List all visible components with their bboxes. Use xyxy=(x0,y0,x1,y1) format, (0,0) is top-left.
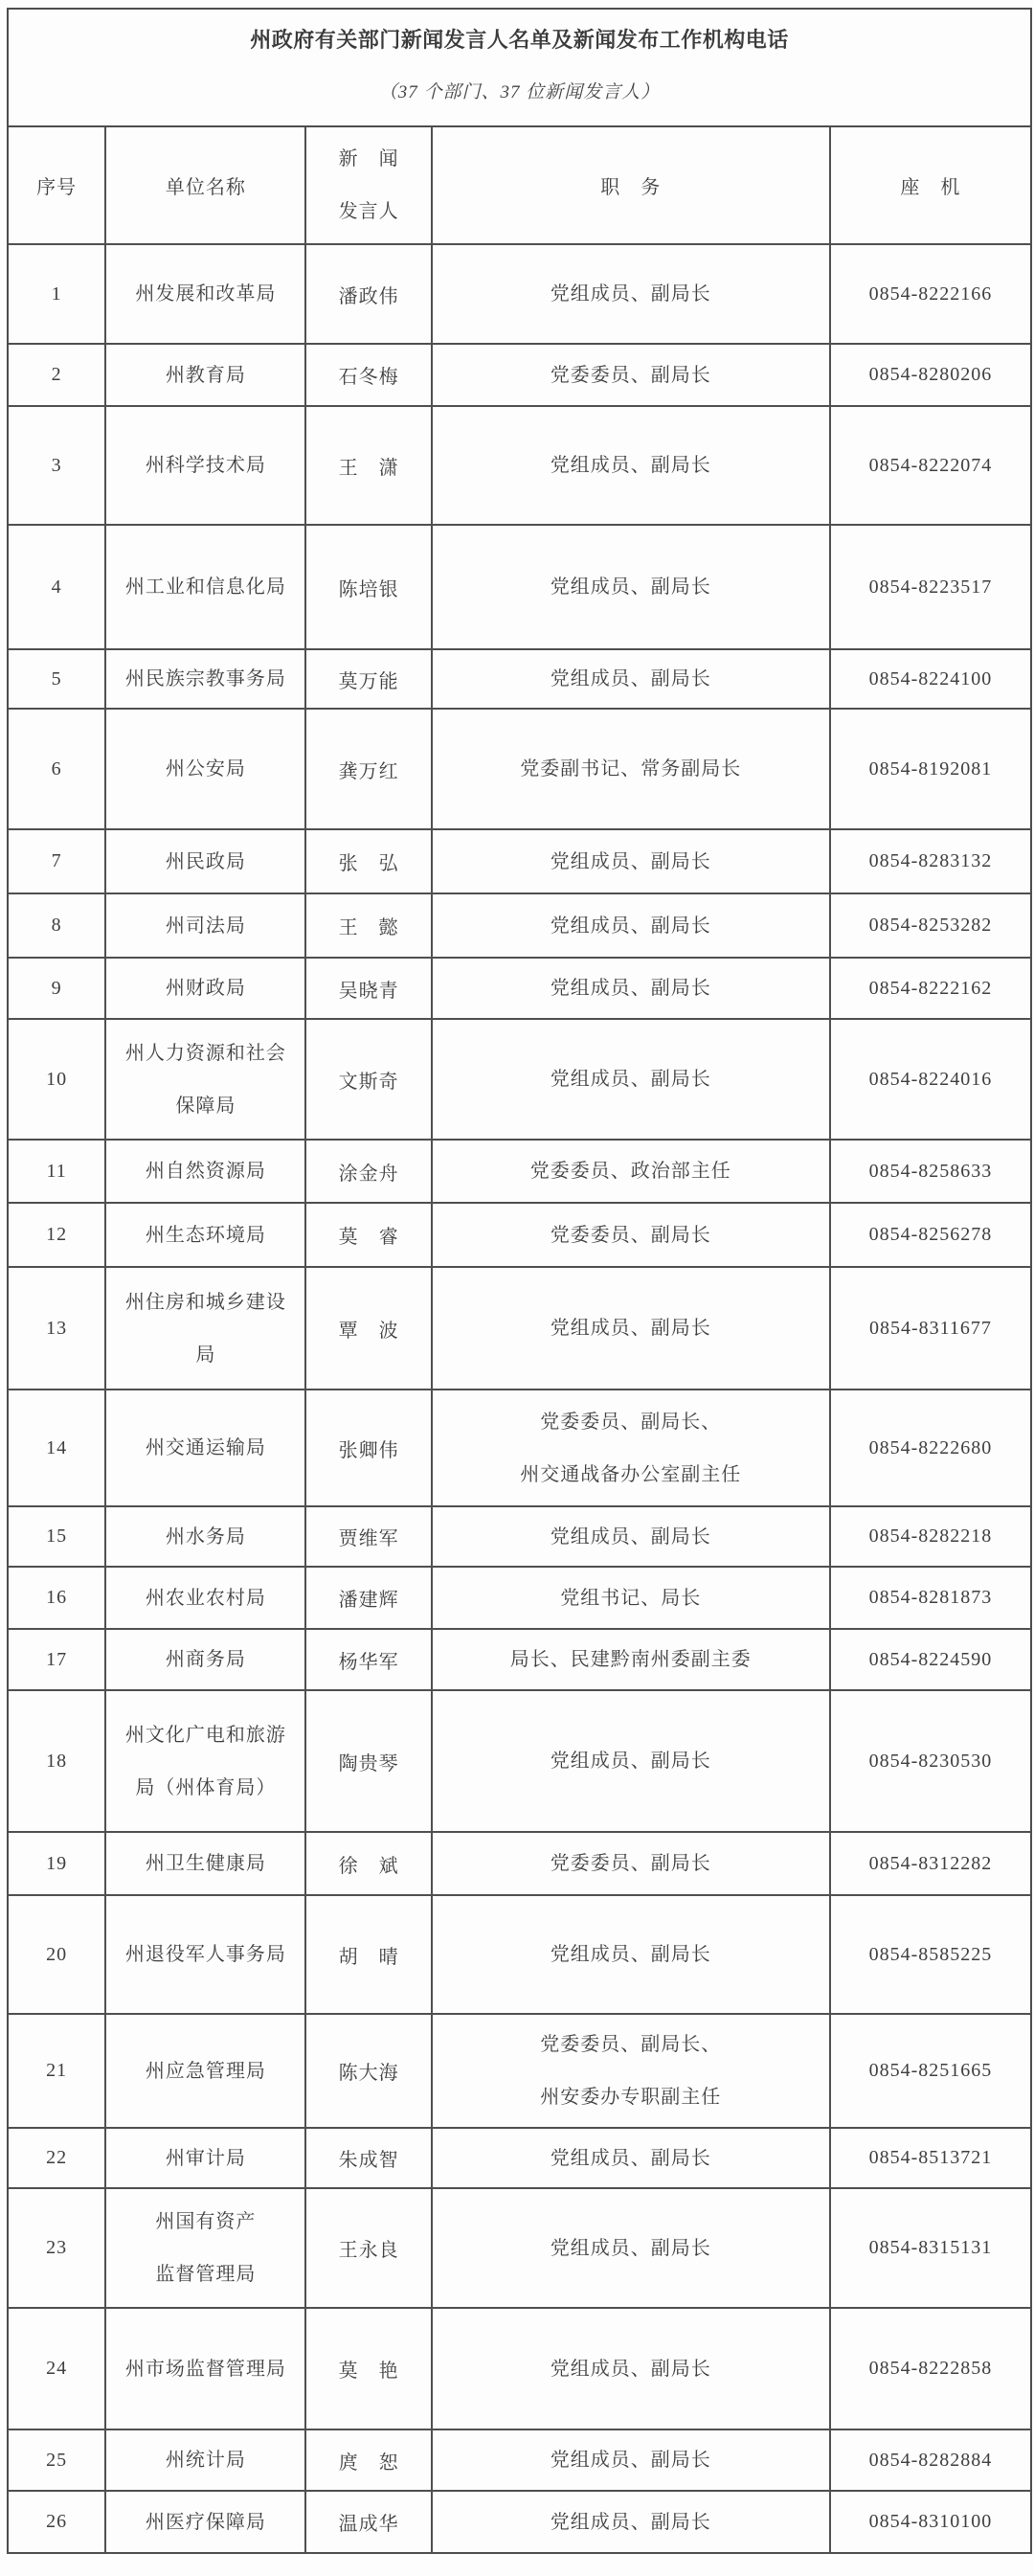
position-line: 党委副书记、常务副局长 xyxy=(520,758,742,780)
cell-unit-name xyxy=(105,2429,305,2491)
cell-position xyxy=(432,1140,830,1203)
cell-index: 21 xyxy=(9,2014,105,2128)
unit-name-line: 州住房和城乡建设 xyxy=(124,1291,286,1313)
cell-unit-name-lines xyxy=(110,849,301,874)
table-body xyxy=(9,244,1030,2552)
cell-index: 13 xyxy=(9,1267,105,1390)
cell-unit-name-lines xyxy=(110,1851,301,1876)
cell-phone-number: 0854-8222162 xyxy=(830,958,1030,1019)
cell-position xyxy=(432,344,830,406)
cell-index: 19 xyxy=(9,1832,105,1895)
unit-name-line: 州商务局 xyxy=(165,1649,246,1670)
unit-name-line: 州民政局 xyxy=(165,850,246,872)
cell-unit-name-lines xyxy=(110,2510,301,2535)
cell-position-lines xyxy=(437,914,825,938)
position-line: 党委委员、副局长 xyxy=(550,1224,711,1246)
position-line: 党组成员、副局长 xyxy=(550,915,711,937)
unit-name-line: 监督管理局 xyxy=(155,2264,257,2285)
table-row xyxy=(9,709,1030,829)
cell-unit-name xyxy=(105,893,305,958)
cell-index: 18 xyxy=(9,1690,105,1832)
cell-unit-name xyxy=(105,1019,305,1140)
cell-position xyxy=(432,2491,830,2552)
position-line: 局长、民建黔南州委副主委 xyxy=(509,1649,752,1670)
cell-position-lines xyxy=(437,1586,825,1611)
unit-name-line: 州公安局 xyxy=(165,758,246,780)
cell-phone-number: 0854-8311677 xyxy=(830,1267,1030,1390)
cell-position-lines xyxy=(437,2146,825,2171)
unit-name-line: 州发展和改革局 xyxy=(135,283,277,305)
cell-index: 24 xyxy=(9,2308,105,2429)
cell-unit-name-lines xyxy=(110,2357,301,2382)
cell-unit-name xyxy=(105,649,305,709)
position-line: 州交通战备办公室副主任 xyxy=(520,1463,742,1485)
cell-unit-name xyxy=(105,2491,305,2552)
cell-spokesperson-name: 王 潇 xyxy=(305,406,431,525)
cell-spokesperson-name: 涂金舟 xyxy=(305,1140,431,1203)
cell-spokesperson-name: 陈大海 xyxy=(305,2014,431,2128)
table-row xyxy=(9,2128,1030,2188)
cell-unit-name xyxy=(105,1629,305,1690)
cell-phone-number: 0854-8258633 xyxy=(830,1140,1030,1203)
position-line: 党组书记、局长 xyxy=(560,1587,702,1609)
unit-name-line: 州科学技术局 xyxy=(145,455,266,476)
cell-position-lines xyxy=(437,1851,825,1876)
table-header xyxy=(9,127,1030,244)
cell-position xyxy=(432,1267,830,1390)
cell-position-lines xyxy=(437,757,825,781)
table-row xyxy=(9,2014,1030,2128)
cell-phone-number: 0854-8192081 xyxy=(830,709,1030,829)
cell-phone-number: 0854-8224100 xyxy=(830,649,1030,709)
cell-position xyxy=(432,709,830,829)
cell-phone-number: 0854-8315131 xyxy=(830,2188,1030,2308)
spokesperson-header-line1: 新 闻 xyxy=(338,148,399,169)
document-title: 州政府有关部门新闻发言人名单及新闻发布工作机构电话 xyxy=(250,28,789,52)
cell-index: 16 xyxy=(9,1567,105,1629)
cell-unit-name xyxy=(105,406,305,525)
cell-position-lines xyxy=(437,2510,825,2535)
cell-unit-name-lines xyxy=(110,282,301,306)
cell-index: 10 xyxy=(9,1019,105,1140)
cell-position-lines xyxy=(437,575,825,599)
cell-unit-name-lines xyxy=(110,2146,301,2171)
cell-unit-name xyxy=(105,1267,305,1390)
cell-phone-number: 0854-8282218 xyxy=(830,1506,1030,1567)
table-row xyxy=(9,649,1030,709)
cell-unit-name-lines xyxy=(110,976,301,1001)
title-block xyxy=(9,10,1030,127)
cell-unit-name-lines xyxy=(110,453,301,478)
cell-phone-number: 0854-8251665 xyxy=(830,2014,1030,2128)
spokesperson-header-lines xyxy=(310,147,426,224)
cell-phone-number: 0854-8223517 xyxy=(830,525,1030,649)
cell-position xyxy=(432,1895,830,2014)
position-line: 党组成员、副局长 xyxy=(550,1318,711,1339)
cell-spokesperson-name: 石冬梅 xyxy=(305,344,431,406)
position-line: 党组成员、副局长 xyxy=(550,1944,711,1965)
position-line: 党组成员、副局长 xyxy=(550,978,711,999)
cell-position-lines xyxy=(437,2448,825,2473)
cell-spokesperson-name: 莫 睿 xyxy=(305,1203,431,1267)
unit-name-line: 州交通运输局 xyxy=(145,1437,266,1458)
cell-unit-name-lines xyxy=(110,1723,301,1800)
cell-index: 14 xyxy=(9,1390,105,1506)
table-row xyxy=(9,1506,1030,1567)
cell-unit-name xyxy=(105,1690,305,1832)
cell-spokesperson-name: 龚万红 xyxy=(305,709,431,829)
cell-position xyxy=(432,2188,830,2308)
cell-phone-number: 0854-8280206 xyxy=(830,344,1030,406)
cell-position-lines xyxy=(437,2032,825,2110)
cell-unit-name-lines xyxy=(110,757,301,781)
cell-position-lines xyxy=(437,667,825,691)
cell-phone-number: 0854-8230530 xyxy=(830,1690,1030,1832)
table-row xyxy=(9,958,1030,1019)
cell-position xyxy=(432,1629,830,1690)
cell-phone-number: 0854-8222858 xyxy=(830,2308,1030,2429)
cell-index: 7 xyxy=(9,829,105,893)
cell-unit-name-lines xyxy=(110,914,301,938)
cell-spokesperson-name: 吴晓青 xyxy=(305,958,431,1019)
position-line: 党委委员、副局长、 xyxy=(540,1411,722,1433)
cell-index: 1 xyxy=(9,244,105,344)
cell-unit-name xyxy=(105,1895,305,2014)
unit-name-line: 州退役军人事务局 xyxy=(124,1944,286,1965)
cell-unit-name-lines xyxy=(110,1942,301,1967)
cell-phone-number: 0854-8585225 xyxy=(830,1895,1030,2014)
cell-unit-name-lines xyxy=(110,1586,301,1611)
position-line: 党委委员、政治部主任 xyxy=(529,1161,731,1182)
cell-unit-name xyxy=(105,958,305,1019)
table-row xyxy=(9,1629,1030,1690)
spokesperson-header-line2: 发言人 xyxy=(338,201,399,222)
cell-unit-name xyxy=(105,1390,305,1506)
cell-unit-name xyxy=(105,829,305,893)
cell-position xyxy=(432,1506,830,1567)
cell-position-lines xyxy=(437,976,825,1001)
unit-name-line: 州生态环境局 xyxy=(145,1224,266,1246)
unit-name-line: 局（州体育局） xyxy=(135,1776,277,1798)
table-row xyxy=(9,244,1030,344)
cell-unit-name xyxy=(105,1203,305,1267)
table-row xyxy=(9,406,1030,525)
cell-spokesperson-name: 张 弘 xyxy=(305,829,431,893)
cell-position-lines xyxy=(437,849,825,874)
unit-name-line: 州医疗保障局 xyxy=(145,2511,266,2533)
position-line: 党委委员、副局长、 xyxy=(540,2034,722,2055)
unit-name-line: 州司法局 xyxy=(165,915,246,937)
cell-phone-number: 0854-8310100 xyxy=(830,2491,1030,2552)
position-line: 党组成员、副局长 xyxy=(550,668,711,689)
cell-position-lines xyxy=(437,2236,825,2261)
cell-unit-name xyxy=(105,1140,305,1203)
cell-index: 22 xyxy=(9,2128,105,2188)
cell-index: 12 xyxy=(9,1203,105,1267)
position-line: 党组成员、副局长 xyxy=(550,2450,711,2471)
cell-position-lines xyxy=(437,1525,825,1549)
cell-position xyxy=(432,2128,830,2188)
unit-name-line: 州国有资产 xyxy=(155,2211,257,2232)
cell-position-lines xyxy=(437,1223,825,1248)
cell-position-lines xyxy=(437,1159,825,1184)
cell-unit-name-lines xyxy=(110,1041,301,1119)
cell-unit-name-lines xyxy=(110,1647,301,1672)
cell-index: 11 xyxy=(9,1140,105,1203)
cell-position-lines xyxy=(437,1749,825,1774)
cell-unit-name-lines xyxy=(110,1525,301,1549)
cell-unit-name-lines xyxy=(110,1435,301,1460)
cell-unit-name-lines xyxy=(110,1223,301,1248)
position-line: 党组成员、副局长 xyxy=(550,2237,711,2259)
cell-phone-number: 0854-8253282 xyxy=(830,893,1030,958)
cell-position-lines xyxy=(437,1942,825,1967)
cell-position xyxy=(432,1019,830,1140)
cell-unit-name-lines xyxy=(110,363,301,388)
cell-position xyxy=(432,244,830,344)
cell-index: 15 xyxy=(9,1506,105,1567)
position-line: 党组成员、副局长 xyxy=(550,2511,711,2533)
cell-unit-name xyxy=(105,1567,305,1629)
cell-phone-number: 0854-8513721 xyxy=(830,2128,1030,2188)
position-line: 党组成员、副局长 xyxy=(550,2147,711,2169)
cell-position-lines xyxy=(437,2357,825,2382)
table-row xyxy=(9,1895,1030,2014)
cell-spokesperson-name: 胡 晴 xyxy=(305,1895,431,2014)
table-row xyxy=(9,2308,1030,2429)
position-line: 党组成员、副局长 xyxy=(550,850,711,872)
position-line: 党委委员、副局长 xyxy=(550,1853,711,1874)
cell-index: 23 xyxy=(9,2188,105,2308)
cell-position xyxy=(432,958,830,1019)
position-line: 党组成员、副局长 xyxy=(550,2358,711,2380)
col-header-spokesperson xyxy=(305,127,431,244)
table-row xyxy=(9,1019,1030,1140)
cell-spokesperson-name: 潘政伟 xyxy=(305,244,431,344)
position-line: 党组成员、副局长 xyxy=(550,576,711,598)
unit-name-line: 州审计局 xyxy=(165,2147,246,2169)
cell-phone-number: 0854-8283132 xyxy=(830,829,1030,893)
cell-unit-name-lines xyxy=(110,2448,301,2473)
cell-position xyxy=(432,2308,830,2429)
cell-unit-name xyxy=(105,2128,305,2188)
unit-name-line: 州水务局 xyxy=(165,1525,246,1548)
cell-position xyxy=(432,893,830,958)
cell-index: 6 xyxy=(9,709,105,829)
col-header-index: 序号 xyxy=(9,127,105,244)
cell-index: 9 xyxy=(9,958,105,1019)
unit-name-line: 州统计局 xyxy=(165,2450,246,2471)
table-row xyxy=(9,2188,1030,2308)
position-line: 党组成员、副局长 xyxy=(550,1751,711,1772)
cell-index: 4 xyxy=(9,525,105,649)
cell-spokesperson-name: 朱成智 xyxy=(305,2128,431,2188)
position-line: 党组成员、副局长 xyxy=(550,1069,711,1090)
cell-spokesperson-name: 张卿伟 xyxy=(305,1390,431,1506)
position-line: 党组成员、副局长 xyxy=(550,1525,711,1548)
cell-position-lines xyxy=(437,363,825,388)
table-row xyxy=(9,1203,1030,1267)
cell-unit-name xyxy=(105,1506,305,1567)
document-subtitle: （37 个部门、37 位新闻发言人） xyxy=(378,82,661,103)
cell-unit-name xyxy=(105,344,305,406)
cell-position xyxy=(432,525,830,649)
cell-unit-name xyxy=(105,1832,305,1895)
unit-name-line: 州民族宗教事务局 xyxy=(124,668,286,689)
cell-phone-number: 0854-8222166 xyxy=(830,244,1030,344)
cell-spokesperson-name: 温成华 xyxy=(305,2491,431,2552)
cell-index: 26 xyxy=(9,2491,105,2552)
table-row xyxy=(9,1567,1030,1629)
cell-position-lines xyxy=(437,1316,825,1341)
cell-unit-name-lines xyxy=(110,667,301,691)
cell-index: 20 xyxy=(9,1895,105,2014)
table-row xyxy=(9,525,1030,649)
cell-spokesperson-name: 庹 恕 xyxy=(305,2429,431,2491)
cell-spokesperson-name: 陈培银 xyxy=(305,525,431,649)
cell-index: 25 xyxy=(9,2429,105,2491)
cell-unit-name-lines xyxy=(110,1159,301,1184)
header-row xyxy=(9,127,1030,244)
cell-unit-name-lines xyxy=(110,1290,301,1367)
unit-name-line: 州财政局 xyxy=(165,978,246,999)
cell-position xyxy=(432,2429,830,2491)
cell-position-lines xyxy=(437,282,825,306)
position-line: 州安委办专职副主任 xyxy=(540,2087,722,2108)
position-line: 党组成员、副局长 xyxy=(550,455,711,476)
cell-position xyxy=(432,406,830,525)
cell-phone-number: 0854-8281873 xyxy=(830,1567,1030,1629)
cell-index: 17 xyxy=(9,1629,105,1690)
cell-position xyxy=(432,649,830,709)
unit-name-line: 州教育局 xyxy=(165,364,246,386)
cell-unit-name-lines xyxy=(110,2209,301,2287)
cell-index: 2 xyxy=(9,344,105,406)
table-row xyxy=(9,1267,1030,1390)
cell-phone-number: 0854-8224590 xyxy=(830,1629,1030,1690)
cell-position xyxy=(432,1690,830,1832)
cell-position-lines xyxy=(437,453,825,478)
table-row xyxy=(9,344,1030,406)
cell-spokesperson-name: 徐 斌 xyxy=(305,1832,431,1895)
cell-phone-number: 0854-8312282 xyxy=(830,1832,1030,1895)
cell-position xyxy=(432,1567,830,1629)
unit-name-line: 州农业农村局 xyxy=(145,1587,266,1609)
cell-spokesperson-name: 贾维军 xyxy=(305,1506,431,1567)
cell-position xyxy=(432,1832,830,1895)
cell-position-lines xyxy=(437,1067,825,1092)
table-row xyxy=(9,893,1030,958)
cell-spokesperson-name: 莫万能 xyxy=(305,649,431,709)
cell-unit-name xyxy=(105,2308,305,2429)
unit-name-line: 州工业和信息化局 xyxy=(124,576,286,598)
cell-spokesperson-name: 王 懿 xyxy=(305,893,431,958)
cell-index: 3 xyxy=(9,406,105,525)
cell-spokesperson-name: 王永良 xyxy=(305,2188,431,2308)
cell-unit-name xyxy=(105,244,305,344)
unit-name-line: 州人力资源和社会 xyxy=(124,1042,286,1064)
cell-spokesperson-name: 覃 波 xyxy=(305,1267,431,1390)
table-row xyxy=(9,829,1030,893)
unit-name-line: 局 xyxy=(195,1344,216,1366)
table-row xyxy=(9,1832,1030,1895)
cell-position xyxy=(432,2014,830,2128)
cell-phone-number: 0854-8256278 xyxy=(830,1203,1030,1267)
col-header-phone: 座 机 xyxy=(830,127,1030,244)
unit-name-line: 州文化广电和旅游 xyxy=(124,1724,286,1746)
roster-document xyxy=(7,8,1032,2554)
cell-spokesperson-name: 文斯奇 xyxy=(305,1019,431,1140)
cell-spokesperson-name: 陶贵琴 xyxy=(305,1690,431,1832)
cell-unit-name xyxy=(105,709,305,829)
cell-position-lines xyxy=(437,1647,825,1672)
cell-position xyxy=(432,1390,830,1506)
table-row xyxy=(9,2491,1030,2552)
unit-name-line: 州应急管理局 xyxy=(145,2060,266,2082)
cell-position xyxy=(432,1203,830,1267)
cell-unit-name-lines xyxy=(110,2059,301,2084)
position-line: 党组成员、副局长 xyxy=(550,283,711,305)
cell-phone-number: 0854-8222074 xyxy=(830,406,1030,525)
table-row xyxy=(9,2429,1030,2491)
cell-unit-name xyxy=(105,525,305,649)
cell-spokesperson-name: 莫 艳 xyxy=(305,2308,431,2429)
unit-name-line: 保障局 xyxy=(175,1095,236,1117)
unit-name-line: 州市场监督管理局 xyxy=(124,2358,286,2380)
cell-unit-name xyxy=(105,2188,305,2308)
cell-unit-name-lines xyxy=(110,575,301,599)
col-header-unit: 单位名称 xyxy=(105,127,305,244)
cell-phone-number: 0854-8224016 xyxy=(830,1019,1030,1140)
table-row xyxy=(9,1140,1030,1203)
table-row xyxy=(9,1690,1030,1832)
cell-spokesperson-name: 杨华军 xyxy=(305,1629,431,1690)
cell-index: 8 xyxy=(9,893,105,958)
cell-phone-number: 0854-8282884 xyxy=(830,2429,1030,2491)
cell-position-lines xyxy=(437,1410,825,1487)
unit-name-line: 州卫生健康局 xyxy=(145,1853,266,1874)
cell-index: 5 xyxy=(9,649,105,709)
position-line: 党委委员、副局长 xyxy=(550,364,711,386)
cell-unit-name xyxy=(105,2014,305,2128)
cell-position xyxy=(432,829,830,893)
cell-phone-number: 0854-8222680 xyxy=(830,1390,1030,1506)
spokesperson-table xyxy=(9,127,1030,2552)
col-header-position: 职 务 xyxy=(432,127,830,244)
unit-name-line: 州自然资源局 xyxy=(145,1161,266,1182)
table-row xyxy=(9,1390,1030,1506)
cell-spokesperson-name: 潘建辉 xyxy=(305,1567,431,1629)
